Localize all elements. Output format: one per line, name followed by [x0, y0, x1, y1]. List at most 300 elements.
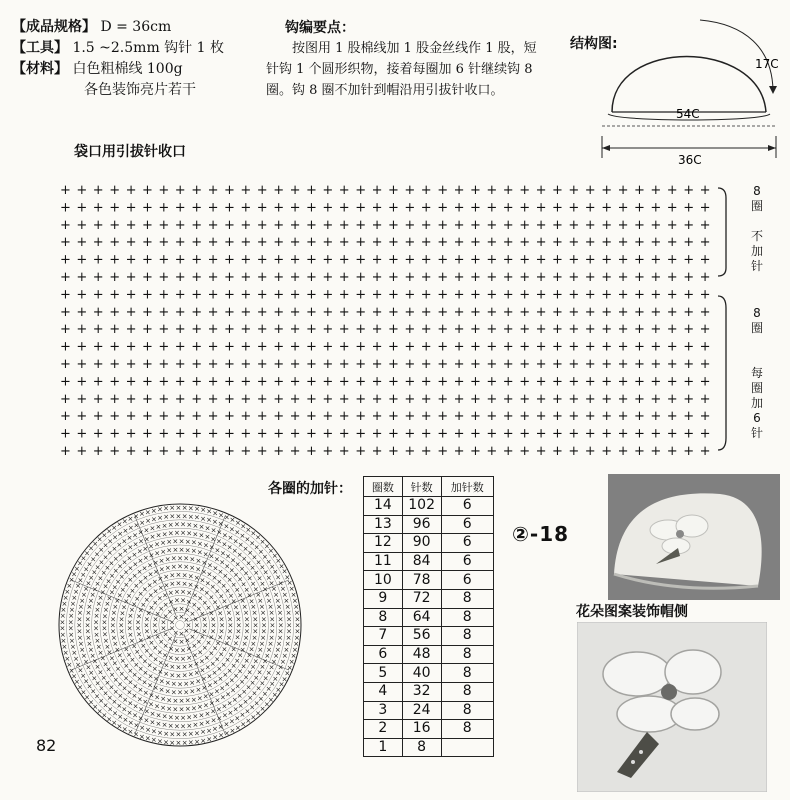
stitch-mark: +: [224, 374, 235, 390]
round-stitch: ×: [138, 705, 145, 714]
stitch-mark: +: [584, 357, 596, 372]
note-char: [748, 214, 766, 229]
stitch-mark: +: [256, 357, 268, 372]
round-stitch: ×: [246, 574, 253, 583]
round-stitch: ×: [169, 730, 176, 739]
stitch-mark: +: [224, 304, 235, 320]
round-stitch: ×: [268, 609, 275, 618]
stitch-mark: +: [60, 357, 71, 372]
stitch-mark: +: [568, 374, 580, 390]
stitch-mark: +: [92, 304, 104, 320]
stitch-mark: +: [519, 235, 531, 251]
round-stitch: ×: [234, 560, 241, 569]
round-stitch: ×: [67, 624, 74, 633]
stitch-mark: +: [519, 409, 531, 425]
round-stitch: ×: [211, 518, 218, 527]
stitch-mark: +: [388, 304, 399, 320]
round-stitch: ×: [202, 692, 209, 701]
stitch-mark: +: [76, 217, 88, 233]
round-stitch: ×: [90, 687, 97, 696]
round-stitch: ×: [139, 723, 146, 732]
round-stitch: ×: [244, 621, 251, 630]
round-stitch: ×: [234, 682, 241, 691]
stitch-mark: +: [535, 217, 547, 233]
round-stitch: ×: [260, 609, 267, 618]
table-row: [364, 571, 494, 590]
note-char: 8: [753, 306, 761, 320]
round-stitch: ×: [259, 563, 266, 572]
round-stitch: ×: [204, 718, 211, 727]
round-stitch: ×: [160, 695, 167, 704]
stitch-mark: +: [502, 200, 514, 216]
round-stitch: ×: [169, 662, 176, 671]
round-stitch: ×: [191, 642, 198, 651]
round-stitch: ×: [286, 621, 293, 630]
stitch-mark: +: [535, 357, 547, 372]
round-stitch: ×: [121, 558, 128, 567]
stitch-mark: +: [535, 339, 547, 355]
round-stitch: ×: [115, 578, 122, 587]
round-stitch: ×: [273, 652, 279, 661]
stitch-mark: +: [76, 409, 88, 425]
increase-cell: 8: [441, 720, 494, 739]
round-stitch: ×: [136, 695, 143, 704]
round-stitch: ×: [136, 567, 143, 576]
round-stitch: ×: [237, 591, 244, 600]
round-stitch: ×: [257, 597, 264, 606]
stitch-mark: +: [240, 339, 252, 355]
structure-diagram: [590, 18, 790, 168]
increase-cell: 8: [441, 645, 494, 664]
round-stitch: ×: [96, 535, 103, 544]
round-stitch: ×: [197, 539, 203, 548]
round-stitch: ×: [213, 555, 220, 564]
round-stitch: ×: [148, 691, 155, 700]
stitch-mark: +: [125, 357, 137, 372]
round-stitch: ×: [163, 669, 170, 678]
round-stitch: ×: [285, 609, 292, 618]
stitch-mark: +: [601, 235, 613, 251]
round-stitch: ×: [122, 695, 129, 704]
stitch-mark: +: [502, 444, 514, 459]
round-stitch: ×: [99, 654, 106, 663]
round-stitch: ×: [255, 533, 262, 542]
stitch-mark: +: [535, 426, 547, 442]
stitch-mark: +: [355, 183, 367, 198]
stitch-mark: +: [601, 339, 613, 355]
round-stitch: ×: [166, 704, 173, 713]
stitch-mark: +: [273, 252, 285, 268]
stitch-mark: +: [338, 426, 350, 442]
round-stitch: ×: [67, 618, 74, 627]
round-stitch: ×: [186, 721, 193, 730]
stitch-mark: +: [224, 426, 235, 442]
stitch-mark: +: [453, 287, 465, 303]
round-stitch: ×: [69, 600, 76, 609]
round-stitch: ×: [215, 705, 222, 714]
stitch-mark: +: [650, 217, 662, 233]
round-stitch: ×: [103, 636, 109, 645]
stitch-mark: +: [142, 339, 153, 355]
round-stitch: ×: [85, 633, 92, 642]
round-stitch: ×: [241, 687, 248, 696]
round-stitch: ×: [208, 593, 215, 602]
stitch-mark: +: [388, 409, 399, 425]
stitch-mark: +: [519, 374, 531, 390]
round-stitch: ×: [294, 615, 301, 624]
round-stitch: ×: [240, 522, 247, 531]
round-stitch: ×: [110, 615, 117, 624]
round-stitch: ×: [167, 721, 174, 730]
stitch-mark: +: [617, 357, 629, 372]
round-stitch: ×: [206, 516, 212, 525]
stitch-mark: +: [650, 391, 662, 407]
round-stitch: ×: [222, 671, 229, 680]
stitch-mark: +: [60, 339, 71, 355]
round-stitch: ×: [157, 728, 163, 737]
round-stitch: ×: [184, 696, 191, 705]
stitch-mark: +: [470, 426, 481, 442]
round-stitch: ×: [77, 576, 84, 585]
round-stitch: ×: [172, 605, 179, 614]
stitch-mark: +: [617, 200, 629, 216]
stitch-mark: +: [502, 339, 514, 355]
round-stitch: ×: [129, 636, 135, 645]
round-stitch: ×: [259, 705, 266, 714]
round-stitch: ×: [92, 702, 99, 711]
round-stitch: ×: [206, 570, 213, 579]
round-stitch: ×: [208, 633, 215, 642]
round-stitch: ×: [177, 688, 183, 697]
stitch-mark: +: [224, 444, 235, 459]
round-stitch: ×: [105, 665, 112, 674]
stitch-mark: +: [650, 339, 662, 355]
stitch-mark: +: [568, 339, 580, 355]
stitch-mark: +: [338, 217, 350, 233]
round-stitch: ×: [127, 699, 134, 708]
increase-cell: 8: [441, 627, 494, 646]
round-stitch: ×: [68, 576, 75, 585]
round-stitch: ×: [243, 657, 250, 666]
round-stitch: ×: [142, 669, 149, 678]
round-stitch: ×: [240, 662, 247, 671]
round-stitch: ×: [252, 657, 259, 666]
round-stitch: ×: [263, 542, 270, 551]
round-stitch: ×: [62, 649, 69, 658]
stitch-mark: +: [470, 217, 481, 233]
round-stitch: ×: [181, 671, 188, 680]
round-stitch: ×: [112, 567, 119, 576]
round-stitch: ×: [184, 636, 191, 645]
round-stitch: ×: [258, 548, 264, 557]
round-stitch: ×: [229, 726, 236, 735]
round-stitch: ×: [208, 649, 215, 658]
round-stitch: ×: [161, 721, 168, 730]
round-stitch: ×: [116, 701, 123, 710]
stitch-mark: +: [568, 322, 580, 338]
round-stitch: ×: [85, 609, 92, 618]
stitch-mark: +: [338, 235, 350, 251]
stitch-mark: +: [289, 444, 301, 459]
stitch-mark: +: [683, 304, 695, 320]
round-stitch: ×: [147, 561, 153, 570]
table-row: [364, 608, 494, 627]
round-stitch: ×: [104, 564, 111, 573]
round-cell: 5: [364, 664, 403, 683]
round-stitch: ×: [208, 609, 215, 618]
round-stitch: ×: [167, 713, 174, 722]
stitch-mark: +: [437, 322, 449, 338]
stitch-mark: +: [404, 357, 416, 372]
stitch-mark: +: [568, 183, 580, 198]
stitch-mark: +: [437, 270, 449, 285]
stitch-mark: +: [224, 322, 235, 338]
round-stitch: ×: [100, 569, 107, 578]
round-stitch: ×: [219, 558, 226, 567]
round-stitch: ×: [117, 550, 124, 559]
round-stitch: ×: [84, 549, 91, 558]
stitch-mark: +: [552, 409, 563, 425]
round-stitch: ×: [166, 546, 173, 555]
stitch-mark: +: [109, 391, 121, 407]
round-stitch: ×: [268, 546, 274, 555]
round-stitch: ×: [81, 652, 87, 661]
stitch-mark: +: [142, 409, 153, 425]
round-stitch: ×: [107, 705, 114, 714]
stitch-mark: +: [568, 270, 580, 285]
stitch-mark: +: [174, 235, 186, 251]
stitch-mark: +: [437, 287, 449, 303]
round-stitch: ×: [158, 677, 165, 686]
round-stitch: ×: [232, 537, 239, 546]
note-char: 每: [750, 366, 763, 380]
round-stitch: ×: [173, 722, 180, 731]
page-number: 82: [36, 736, 57, 755]
stitch-mark: +: [158, 357, 170, 372]
round-stitch: ×: [112, 603, 119, 612]
round-stitch: ×: [68, 666, 75, 675]
stitch-mark: +: [142, 217, 153, 233]
round-stitch: ×: [268, 579, 275, 588]
round-stitch: ×: [160, 703, 166, 712]
round-stitch: ×: [80, 570, 87, 579]
round-stitch: ×: [144, 734, 151, 743]
round-stitch: ×: [269, 562, 276, 571]
round-stitch: ×: [248, 645, 255, 654]
round-stitch: ×: [186, 653, 193, 662]
round-stitch: ×: [181, 571, 188, 580]
round-stitch: ×: [93, 612, 100, 621]
round-stitch: ×: [85, 579, 92, 588]
round-stitch: ×: [162, 600, 169, 609]
round-stitch: ×: [253, 543, 260, 552]
stitch-mark: +: [158, 444, 170, 459]
stitch-mark: +: [404, 339, 416, 355]
stitch-mark: +: [617, 409, 629, 425]
round-stitch: ×: [185, 645, 192, 654]
stitch-mark: +: [174, 322, 186, 338]
round-stitch: ×: [119, 633, 126, 642]
stitch-mark: +: [125, 444, 137, 459]
stitch-mark: +: [437, 183, 449, 198]
round-stitch: ×: [274, 646, 281, 655]
stitch-mark: +: [224, 270, 235, 285]
round-stitch: ×: [170, 563, 177, 572]
stitch-mark: +: [617, 391, 629, 407]
round-stitch: ×: [141, 678, 148, 687]
stitch-mark: +: [322, 217, 334, 233]
stitch-mark: +: [191, 374, 203, 390]
stitch-mark: +: [174, 304, 186, 320]
stitch-mark: +: [109, 426, 121, 442]
round-stitch: ×: [168, 645, 175, 654]
round-cell: 9: [364, 589, 403, 608]
round-stitch: ×: [200, 675, 207, 684]
stitch-mark: +: [289, 339, 301, 355]
round-stitch: ×: [195, 677, 202, 686]
stitch-mark: +: [273, 409, 285, 425]
stitch-mark: +: [371, 426, 383, 442]
round-stitch: ×: [195, 565, 202, 574]
round-stitch: ×: [259, 579, 266, 588]
round-stitch: ×: [112, 709, 119, 718]
round-stitch: ×: [198, 657, 205, 666]
round-stitch: ×: [177, 554, 183, 563]
round-stitch: ×: [141, 564, 148, 573]
stitch-mark: +: [109, 357, 121, 372]
stitch-mark: +: [125, 270, 137, 285]
table-row: [364, 720, 494, 739]
round-stitch: ×: [147, 681, 153, 690]
note-char: 圈: [750, 381, 763, 395]
round-stitch: ×: [172, 628, 179, 637]
round-stitch: ×: [132, 540, 139, 549]
stitch-mark: +: [519, 252, 531, 268]
round-stitch: ×: [180, 722, 187, 731]
stitch-mark: +: [207, 409, 219, 425]
round-stitch: ×: [152, 598, 159, 607]
round-stitch: ×: [64, 587, 71, 596]
round-stitch: ×: [234, 586, 241, 595]
stitch-mark: +: [355, 200, 367, 216]
stitch-mark: +: [666, 322, 678, 338]
stitch-mark: +: [240, 426, 252, 442]
stitch-mark: +: [76, 252, 88, 268]
round-stitch: ×: [223, 522, 230, 531]
stitch-mark: +: [158, 287, 170, 303]
round-stitch: ×: [259, 679, 266, 688]
round-stitch: ×: [234, 723, 241, 732]
round-stitch: ×: [251, 609, 258, 618]
stitch-mark: +: [601, 322, 613, 338]
round-stitch: ×: [111, 544, 118, 553]
round-stitch: ×: [203, 541, 209, 550]
stitch-mark: +: [158, 252, 170, 268]
round-stitch: ×: [172, 705, 179, 714]
round-stitch: ×: [230, 645, 237, 654]
stitch-mark: +: [470, 339, 481, 355]
round-stitch: ×: [227, 650, 234, 659]
round-stitch: ×: [208, 552, 215, 561]
stitch-mark: +: [666, 391, 678, 407]
round-stitch: ×: [200, 506, 207, 515]
round-stitch: ×: [224, 680, 231, 689]
round-stitch: ×: [148, 551, 155, 560]
round-stitch: ×: [271, 657, 277, 666]
round-stitch: ×: [212, 598, 218, 607]
stitch-mark: +: [601, 287, 613, 303]
stitch-mark: +: [371, 235, 383, 251]
round-stitch: ×: [193, 573, 200, 582]
round-stitch: ×: [224, 656, 231, 665]
stitch-mark: +: [683, 374, 695, 390]
round-stitch: ×: [156, 648, 163, 657]
stitch-mark: +: [486, 409, 498, 425]
stitch-mark: +: [453, 200, 465, 216]
stitch-mark: +: [109, 322, 121, 338]
round-stitch: ×: [112, 555, 119, 564]
stitch-mark: +: [486, 322, 498, 338]
round-stitch: ×: [106, 549, 113, 558]
round-stitch: ×: [175, 739, 182, 748]
round-stitch: ×: [61, 643, 68, 652]
round-stitch: ×: [98, 684, 105, 693]
round-stitch: ×: [183, 626, 190, 635]
round-stitch: ×: [247, 549, 254, 558]
round-stitch: ×: [230, 581, 237, 590]
grid-note-top: [748, 184, 766, 274]
stitch-mark: +: [519, 217, 531, 233]
round-stitch: ×: [225, 633, 232, 642]
stitch-mark: +: [60, 235, 71, 251]
round-stitch: ×: [209, 583, 216, 592]
stitch-mark: +: [207, 374, 219, 390]
round-stitch: ×: [83, 677, 90, 686]
stitch-mark: +: [273, 426, 285, 442]
round-stitch: ×: [217, 520, 224, 529]
stitch-mark: +: [650, 409, 662, 425]
stitch-mark: +: [371, 217, 383, 233]
round-stitch: ×: [144, 627, 150, 636]
width-label: 36C: [678, 153, 702, 167]
round-stitch: ×: [164, 687, 171, 696]
round-stitch: ×: [210, 535, 217, 544]
stitch-mark: +: [634, 391, 645, 407]
round-stitch: ×: [88, 698, 94, 707]
round-stitch: ×: [275, 669, 282, 678]
round-stitch: ×: [163, 661, 170, 670]
stitch-mark: +: [666, 235, 678, 251]
round-stitch: ×: [198, 585, 205, 594]
round-stitch: ×: [77, 640, 84, 649]
stitch-mark: +: [338, 409, 350, 425]
round-stitch: ×: [252, 585, 259, 594]
stitch-mark: +: [338, 322, 350, 338]
round-stitch: ×: [178, 705, 185, 714]
round-stitch: ×: [169, 738, 176, 747]
round-stitch: ×: [211, 724, 218, 733]
round-stitch: ×: [89, 651, 96, 660]
table-row: [364, 701, 494, 720]
stitch-mark: +: [60, 252, 71, 268]
stitch-mark: +: [437, 235, 449, 251]
round-stitch: ×: [149, 709, 156, 718]
round-stitch: ×: [281, 675, 288, 684]
stitch-mark: +: [486, 304, 498, 320]
stitch-mark: +: [76, 444, 88, 459]
round-stitch: ×: [204, 533, 211, 542]
round-stitch: ×: [118, 669, 125, 678]
